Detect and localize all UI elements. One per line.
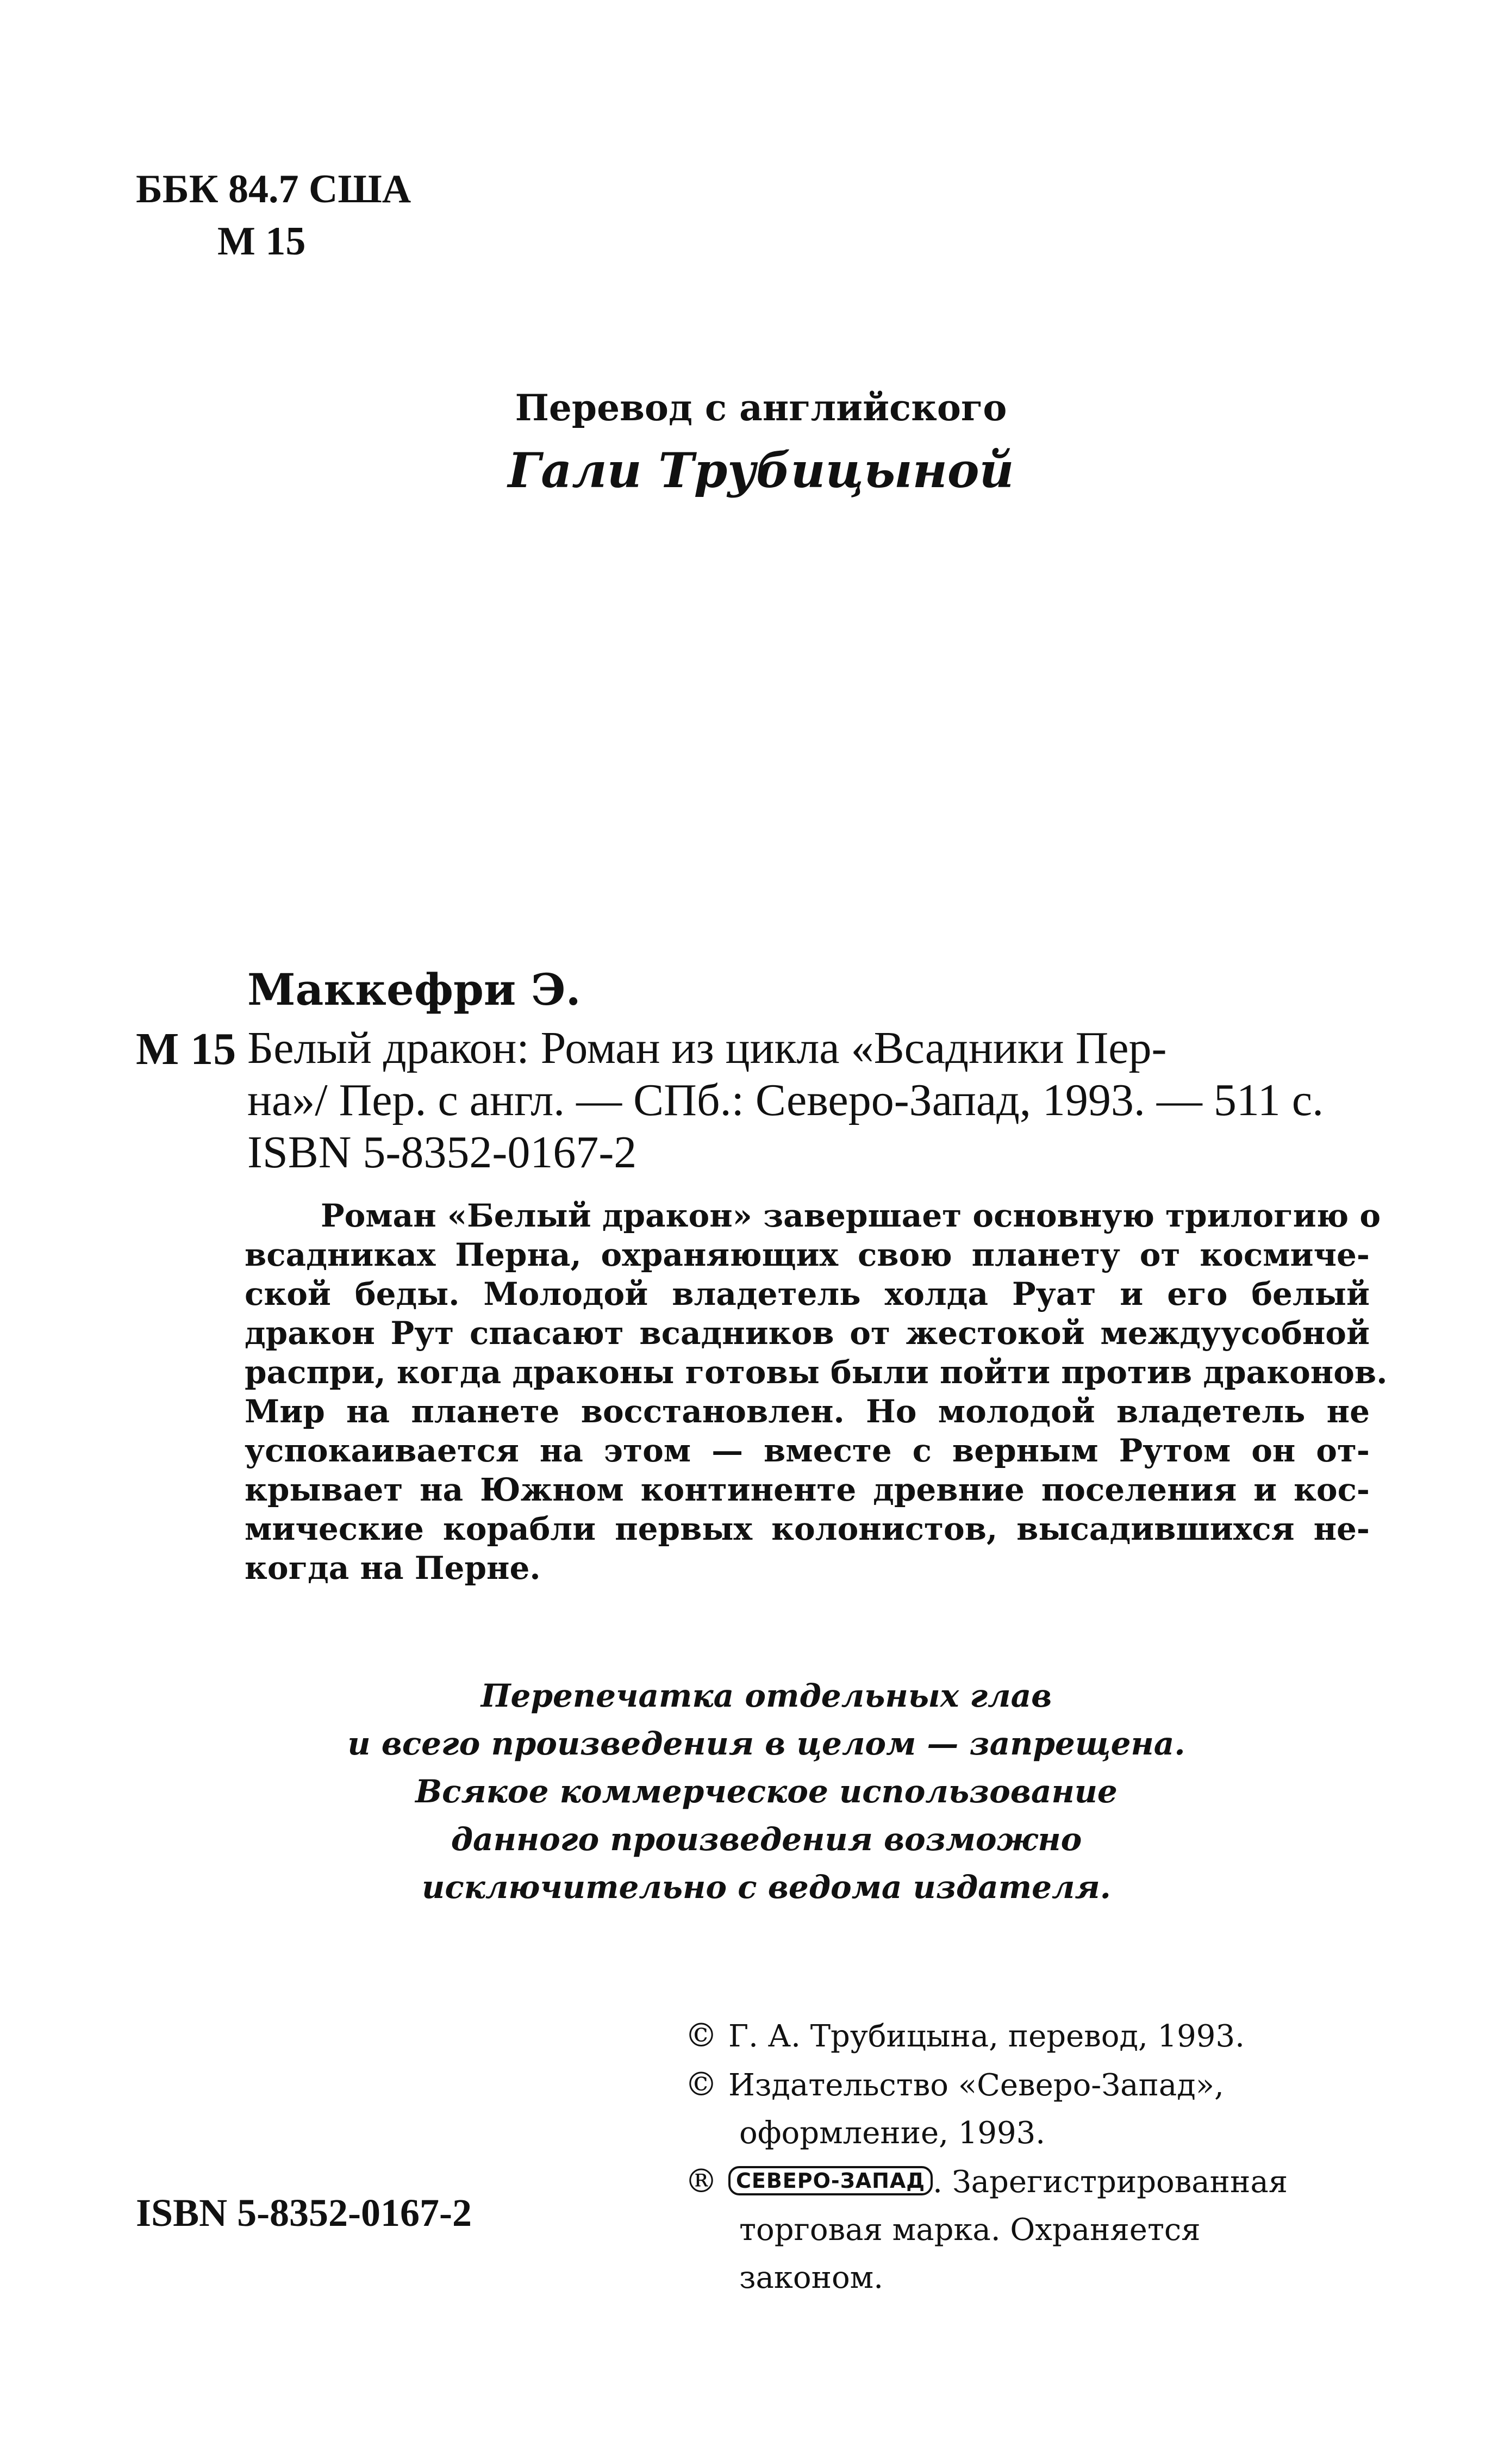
notice-line: данного произведения возможно [451, 1821, 1082, 1858]
classification-block [136, 163, 411, 267]
annotation-line: успокаивается на этом — вместе с верным Рутом он от- [245, 1432, 1370, 1469]
copyright-block [685, 2012, 1391, 2302]
copyright-publisher [685, 2061, 1391, 2110]
annotation-line: Мир на планете восстановлен. Но молодой владетель не [245, 1393, 1370, 1430]
registered-icon: ® [685, 2162, 717, 2200]
catalog-code: М 15 [136, 1024, 236, 1074]
notice-line: Перепечатка отдельных глав [480, 1677, 1052, 1714]
catalog-author: Маккефри Э. [247, 964, 581, 1015]
annotation-line: мические корабли первых колонистов, высадившихся не- [245, 1510, 1370, 1547]
author-mark: М 15 [217, 219, 306, 264]
catalog-description [247, 1022, 1367, 1179]
copyright-icon: © [685, 2065, 717, 2104]
bbk-code: ББК 84.7 США [136, 167, 411, 211]
translation-label: Перевод с английского [515, 387, 1007, 429]
notice-line: исключительно с ведома издателя. [422, 1869, 1111, 1906]
annotation [245, 1196, 1388, 1588]
trademark-text-end: законом. [739, 2260, 884, 2295]
publisher-logo: СЕВЕРО-ЗАПАД [728, 2166, 933, 2195]
annotation-line: всадниках Перна, охраняющих свою планету от космиче- [245, 1236, 1370, 1273]
trademark-text: . Зарегистрированная [933, 2164, 1288, 2200]
catalog-line: Белый дракон: Роман из цикла «Всадники Пер- [247, 1023, 1167, 1073]
trademark-notice [685, 2157, 1391, 2206]
translator-name: Гали Трубицыной [508, 442, 1014, 499]
catalog-line: на»/ Пер. с англ. — СПб.: Северо-Запад, 1993. — 511 с. [247, 1075, 1324, 1125]
reprint-notice [272, 1672, 1261, 1911]
copyright-publisher-text: Издательство «Северо-Запад», [728, 2068, 1224, 2103]
copyright-translation [685, 2012, 1391, 2061]
translation-credit [489, 381, 1033, 506]
notice-line: и всего произведения в целом — запрещена. [347, 1725, 1185, 1762]
annotation-line: ской беды. Молодой владетель холда Руат и его белый [245, 1275, 1370, 1312]
annotation-line: Роман «Белый дракон» завершает основную трилогию о [321, 1197, 1381, 1234]
annotation-line: крывает на Южном континенте древние поселения и кос- [245, 1471, 1370, 1508]
catalog-line: ISBN 5-8352-0167-2 [247, 1127, 637, 1178]
annotation-line: распри, когда драконы готовы были пойти против драконов. [245, 1354, 1388, 1391]
annotation-line: когда на Перне. [245, 1550, 541, 1586]
copyright-translation-text: Г. А. Трубицына, перевод, 1993. [728, 2019, 1245, 2054]
notice-line: Всякое коммерческое использование [415, 1773, 1118, 1810]
copyright-icon: © [685, 2017, 717, 2055]
copyright-publisher-continued: оформление, 1993. [739, 2115, 1046, 2151]
isbn-bottom: ISBN 5-8352-0167-2 [136, 2191, 472, 2235]
annotation-line: дракон Рут спасают всадников от жестокой междуусобной [245, 1315, 1370, 1352]
trademark-text-continued: торговая марка. Охраняется [739, 2212, 1201, 2248]
